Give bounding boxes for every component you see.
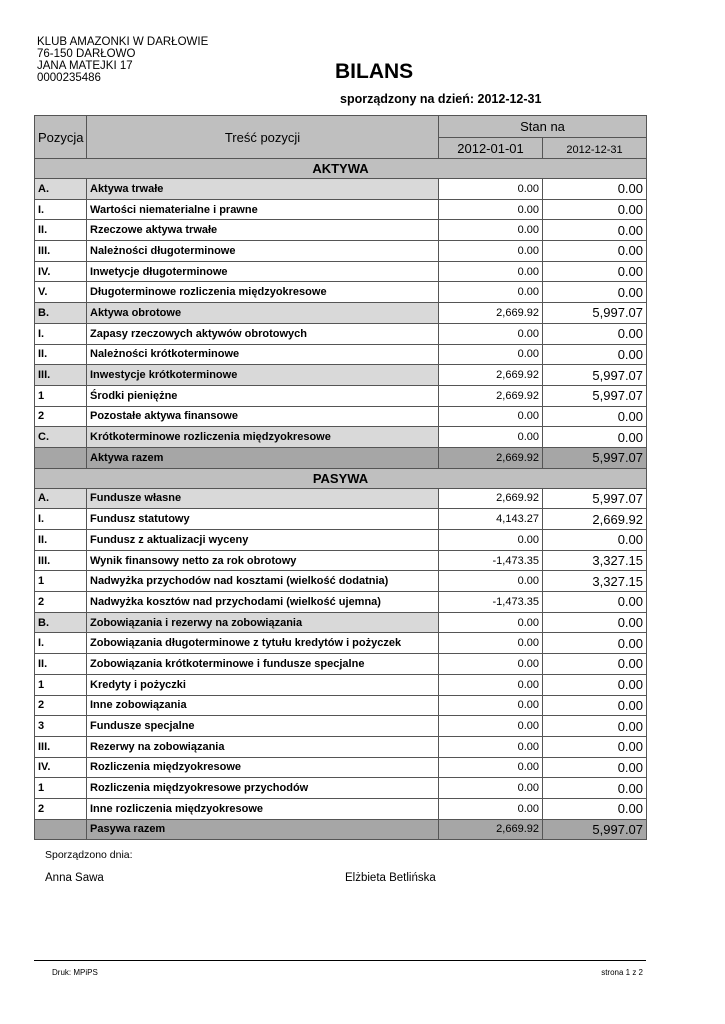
total-name: Aktywa razem: [87, 447, 439, 468]
row-position: I.: [35, 633, 87, 654]
row-value-start: 2,669.92: [439, 488, 543, 509]
row-name: Pozostałe aktywa finansowe: [87, 406, 439, 427]
table-row: [35, 488, 647, 509]
table-row: [35, 323, 647, 344]
row-position: 2: [35, 406, 87, 427]
row-value-start: 0.00: [439, 736, 543, 757]
table-row: [35, 179, 647, 200]
row-position: 2: [35, 592, 87, 613]
row-value-end: 0.00: [543, 323, 647, 344]
row-name: Fundusze własne: [87, 488, 439, 509]
section-pasywa: [35, 468, 647, 488]
header-stan-na: Stan na: [439, 116, 647, 138]
row-name: Nadwyżka kosztów nad przychodami (wielkość ujemna): [87, 592, 439, 613]
row-position: II.: [35, 220, 87, 241]
table-row: [35, 220, 647, 241]
row-position: 1: [35, 778, 87, 799]
row-position: 2: [35, 695, 87, 716]
row-value-start: 4,143.27: [439, 509, 543, 530]
row-value-end: 0.00: [543, 736, 647, 757]
org-street: JANA MATEJKI 17: [37, 60, 133, 72]
row-value-end: 5,997.07: [543, 488, 647, 509]
total-value-end: 5,997.07: [543, 819, 647, 840]
row-value-start: 0.00: [439, 571, 543, 592]
table-row: [35, 716, 647, 737]
footer-divider: [34, 960, 646, 961]
row-value-end: 2,669.92: [543, 509, 647, 530]
row-name: Należności krótkoterminowe: [87, 344, 439, 365]
row-value-end: 0.00: [543, 282, 647, 303]
row-value-start: 2,669.92: [439, 385, 543, 406]
row-value-end: 0.00: [543, 612, 647, 633]
row-name: Zobowiązania długoterminowe z tytułu kredytów i pożyczek: [87, 633, 439, 654]
row-value-start: 0.00: [439, 778, 543, 799]
signer-2: Elżbieta Betlińska: [345, 872, 436, 884]
row-name: Należności długoterminowe: [87, 241, 439, 262]
row-name: Rezerwy na zobowiązania: [87, 736, 439, 757]
row-value-start: 0.00: [439, 716, 543, 737]
row-name: Wartości niematerialne i prawne: [87, 199, 439, 220]
row-name: Zobowiązania i rezerwy na zobowiązania: [87, 612, 439, 633]
table-row: [35, 427, 647, 448]
signer-1: Anna Sawa: [45, 872, 104, 884]
header-date-end: [543, 138, 647, 159]
table-row: [35, 344, 647, 365]
row-value-end: 0.00: [543, 530, 647, 551]
row-value-end: 0.00: [543, 798, 647, 819]
row-name: Aktywa trwałe: [87, 179, 439, 200]
row-position: 3: [35, 716, 87, 737]
row-value-end: 0.00: [543, 778, 647, 799]
row-name: Inne zobowiązania: [87, 695, 439, 716]
header-date-start: 2012-01-01: [439, 138, 543, 159]
row-value-start: 0.00: [439, 427, 543, 448]
table-row: [35, 509, 647, 530]
row-value-end: 5,997.07: [543, 365, 647, 386]
table-row: [35, 654, 647, 675]
table-row: [35, 674, 647, 695]
row-value-start: 0.00: [439, 633, 543, 654]
row-value-end: 0.00: [543, 261, 647, 282]
document-title: BILANS: [335, 60, 414, 83]
table-row: [35, 282, 647, 303]
document-subtitle: sporządzony na dzień: 2012-12-31: [340, 92, 542, 106]
header-content: Treść pozycji: [87, 116, 439, 159]
total-value-end: 5,997.07: [543, 447, 647, 468]
table-row: [35, 303, 647, 324]
row-position: II.: [35, 344, 87, 365]
total-value-start: 2,669.92: [439, 819, 543, 840]
row-value-start: 0.00: [439, 530, 543, 551]
row-value-end: 0.00: [543, 427, 647, 448]
org-number: 0000235486: [37, 72, 101, 84]
row-value-end: 0.00: [543, 344, 647, 365]
row-value-start: 0.00: [439, 220, 543, 241]
row-name: Rozliczenia międzyokresowe przychodów: [87, 778, 439, 799]
row-value-start: 0.00: [439, 282, 543, 303]
row-position: A.: [35, 179, 87, 200]
row-value-start: 2,669.92: [439, 303, 543, 324]
row-value-start: 0.00: [439, 199, 543, 220]
row-name: Krótkoterminowe rozliczenia międzyokresowe: [87, 427, 439, 448]
total-row: [35, 819, 647, 840]
row-name: Zapasy rzeczowych aktywów obrotowych: [87, 323, 439, 344]
row-value-end: 3,327.15: [543, 550, 647, 571]
total-position: [35, 447, 87, 468]
row-value-start: 0.00: [439, 179, 543, 200]
table-row: [35, 199, 647, 220]
row-position: B.: [35, 303, 87, 324]
table-row: [35, 530, 647, 551]
row-value-end: 0.00: [543, 654, 647, 675]
table-row: [35, 612, 647, 633]
header-date-end-label: 2012-12-31: [566, 143, 623, 156]
row-value-start: 0.00: [439, 612, 543, 633]
row-position: II.: [35, 654, 87, 675]
row-value-start: 0.00: [439, 695, 543, 716]
row-value-end: 0.00: [543, 633, 647, 654]
row-value-end: 0.00: [543, 592, 647, 613]
header-position: Pozycja: [35, 116, 87, 159]
row-value-end: 5,997.07: [543, 385, 647, 406]
row-position: 1: [35, 674, 87, 695]
prepared-date-label: Sporządzono dnia:: [45, 849, 133, 861]
row-value-start: 0.00: [439, 798, 543, 819]
row-value-end: 0.00: [543, 220, 647, 241]
row-position: III.: [35, 736, 87, 757]
row-value-end: 5,997.07: [543, 303, 647, 324]
row-name: Aktywa obrotowe: [87, 303, 439, 324]
row-value-start: 0.00: [439, 344, 543, 365]
row-value-start: -1,473.35: [439, 592, 543, 613]
print-source: Druk: MPiPS: [52, 968, 98, 977]
row-name: Środki pieniężne: [87, 385, 439, 406]
row-position: IV.: [35, 261, 87, 282]
row-name: Fundusze specjalne: [87, 716, 439, 737]
row-position: I.: [35, 509, 87, 530]
page-number: strona 1 z 2: [601, 968, 643, 977]
row-value-start: 0.00: [439, 674, 543, 695]
total-position: [35, 819, 87, 840]
row-position: 1: [35, 385, 87, 406]
row-position: III.: [35, 241, 87, 262]
row-value-end: 0.00: [543, 199, 647, 220]
table-row: [35, 778, 647, 799]
row-position: I.: [35, 199, 87, 220]
row-value-start: 0.00: [439, 323, 543, 344]
table-row: [35, 241, 647, 262]
section-pasywa-label: PASYWA: [35, 468, 647, 488]
total-name: Pasywa razem: [87, 819, 439, 840]
row-name: Kredyty i pożyczki: [87, 674, 439, 695]
row-value-end: 0.00: [543, 674, 647, 695]
row-name: Inwetycje długoterminowe: [87, 261, 439, 282]
row-name: Rzeczowe aktywa trwałe: [87, 220, 439, 241]
table-row: [35, 592, 647, 613]
org-postal: 76-150 DARŁOWO: [37, 48, 136, 60]
table-row: [35, 798, 647, 819]
row-value-start: 0.00: [439, 241, 543, 262]
org-name: KLUB AMAZONKI W DARŁOWIE: [37, 36, 209, 48]
table-row: [35, 571, 647, 592]
row-position: III.: [35, 550, 87, 571]
row-value-start: 2,669.92: [439, 365, 543, 386]
row-name: Długoterminowe rozliczenia międzyokresowe: [87, 282, 439, 303]
total-row: [35, 447, 647, 468]
row-position: B.: [35, 612, 87, 633]
row-position: V.: [35, 282, 87, 303]
table-row: [35, 365, 647, 386]
total-value-start: 2,669.92: [439, 447, 543, 468]
row-value-end: 0.00: [543, 695, 647, 716]
table-row: [35, 633, 647, 654]
row-position: C.: [35, 427, 87, 448]
row-value-start: 0.00: [439, 654, 543, 675]
row-position: IV.: [35, 757, 87, 778]
balance-table: [34, 115, 647, 840]
row-name: Inwestycje krótkoterminowe: [87, 365, 439, 386]
row-value-start: 0.00: [439, 757, 543, 778]
table-row: [35, 261, 647, 282]
row-value-end: 0.00: [543, 757, 647, 778]
table-row: [35, 695, 647, 716]
row-position: III.: [35, 365, 87, 386]
table-row: [35, 406, 647, 427]
row-name: Wynik finansowy netto za rok obrotowy: [87, 550, 439, 571]
row-value-end: 0.00: [543, 241, 647, 262]
row-value-start: 0.00: [439, 261, 543, 282]
row-position: II.: [35, 530, 87, 551]
row-value-start: 0.00: [439, 406, 543, 427]
row-name: Inne rozliczenia międzyokresowe: [87, 798, 439, 819]
row-value-end: 0.00: [543, 406, 647, 427]
row-value-end: 0.00: [543, 179, 647, 200]
table-row: [35, 385, 647, 406]
row-position: 2: [35, 798, 87, 819]
row-position: I.: [35, 323, 87, 344]
table-row: [35, 757, 647, 778]
row-value-start: -1,473.35: [439, 550, 543, 571]
row-name: Zobowiązania krótkoterminowe i fundusze specjalne: [87, 654, 439, 675]
row-name: Nadwyżka przychodów nad kosztami (wielkość dodatnia): [87, 571, 439, 592]
row-position: A.: [35, 488, 87, 509]
section-aktywa: [35, 159, 647, 179]
row-name: Rozliczenia międzyokresowe: [87, 757, 439, 778]
row-value-end: 0.00: [543, 716, 647, 737]
table-row: [35, 736, 647, 757]
row-position: 1: [35, 571, 87, 592]
section-aktywa-label: AKTYWA: [35, 159, 647, 179]
organization-block: [37, 36, 208, 84]
table-row: [35, 550, 647, 571]
row-value-end: 3,327.15: [543, 571, 647, 592]
row-name: Fundusz z aktualizacji wyceny: [87, 530, 439, 551]
row-name: Fundusz statutowy: [87, 509, 439, 530]
